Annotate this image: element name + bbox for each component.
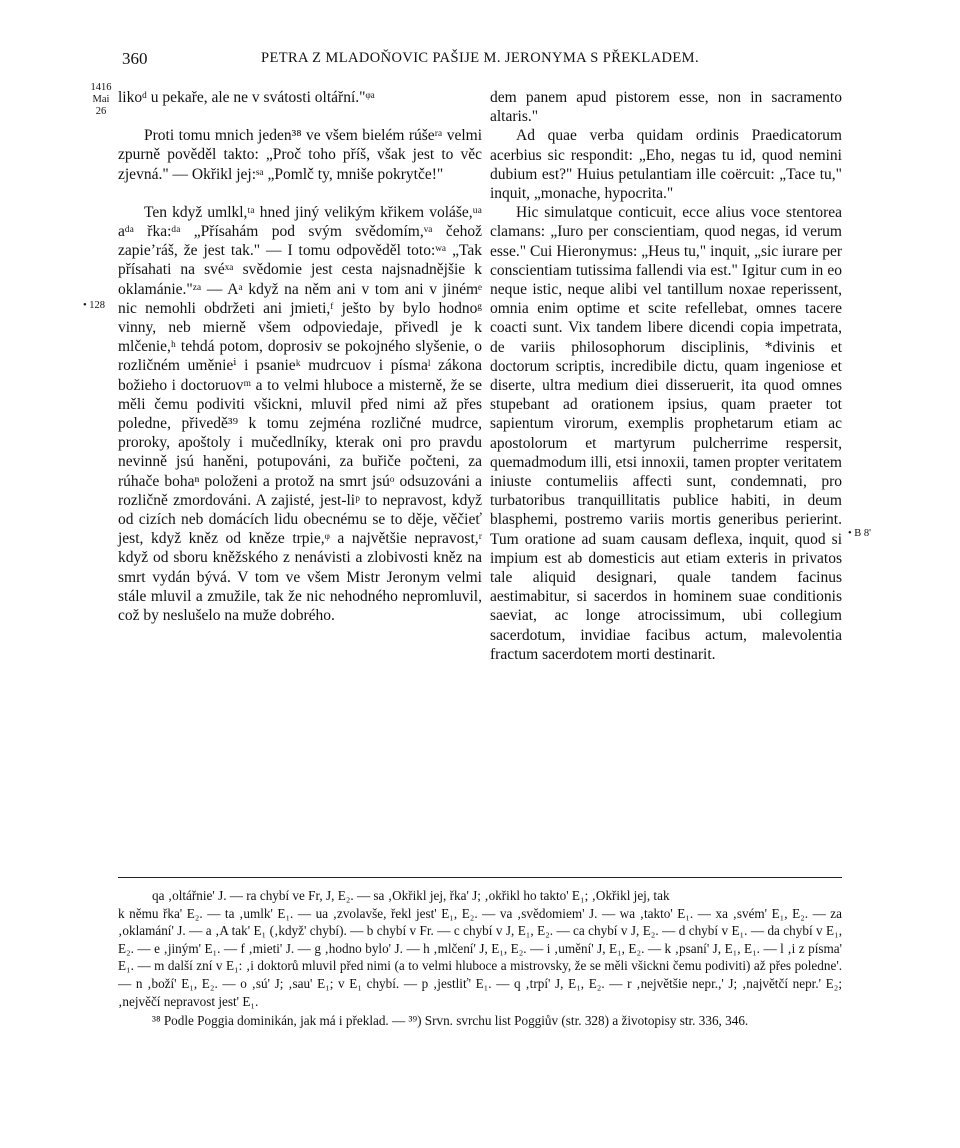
margin-date	[86, 82, 116, 118]
latin-paragraph-0: dem panem apud pistorem esse, non in sacramento altaris."	[490, 89, 842, 126]
margin-left-reference: • 128	[83, 300, 106, 311]
margin-right-reference: • B 8'	[848, 528, 872, 539]
czech-paragraph-0: likoᵈ u pekaře, ale ne v svátosti oltářní."ᵠᵃ	[118, 89, 375, 106]
apparatus-first-line: qa ‚oltářnie' J. — ra chybí ve Fr, J, E₂. — sa ‚Okřikl jej, řka' J; ‚okřikl ho takto' E₁; ‚Okřikl jej, tak	[152, 888, 670, 903]
page-header	[0, 49, 960, 73]
footnotes	[118, 887, 842, 1030]
latin-text-column	[490, 88, 842, 664]
latin-paragraph-1: Ad quae verba quidam ordinis Praedicatorum acerbius sic respondit: „Eho, negas tu id, quod nemini dubium est?" Huius petulantiam ille coërcuit: „Tace tu," inquit, „monache, hypocrita."	[490, 127, 842, 203]
source-notes: ³⁸ Podle Poggia dominikán, jak má i překlad. — ³⁹) Srvn. svrchu list Poggiův (str. 328) a životopisy str. 336, 346.	[152, 1013, 749, 1029]
czech-paragraph-2: Ten když umlkl,ᵗᵃ hned jiný velikým křikem voláše,ᵘᵃ aᵈᵃ řka:ᵈᵃ „Přísahám pod svým svědomím,ᵛᵃ čehož zapieʼráš, že jest tak." — I tomu odpověděl toto:ʷᵃ „Tak přísahati na svéˣᵃ svědomie jest cesta najsnadnějšie k oklamánie."ᶻᵃ — Aᵃ když na něm ani v tom ani v jinémᵉ nic nemohli obdržeti ani jmieti,ᶠ ješto by bylo hodnoᵍ vinny, neb mierně všem odpoviedaje, přivedl je k mlčenie,ʰ tehdá potom, doprosiv se pokojného slyšenie, o rozličném uměnieⁱ i psanieᵏ mudrcuov i písmaˡ zákona božieho i doctoruovᵐ a to velmi hluboce a misterně, že se měli čemu podiviti všickni, mluvil před nimi až přes poledne, přivedě³⁹ k tomu zejména rozličné mudrce, proroky, apoštoly i mučedlníky, kterak oni pro pravdu nevinně jsú haněni, potupováni, za buřiče počteni, za rúhače bohaⁿ položeni a protož na smrt jsúᵒ odsuzováni a rozličně zmordováni. A zajisté, jest-liᵖ to nepravost, když od cizích neb domácích lidu obecnému se to děje, věčieť jest, když kněz od kněze trpie,ᵠ a najvětšie nepravost,ʳ když od sboru kněžského z nenávisti a zlobivosti kněz na smrt vydán bývá. V tom ve všem Mistr Jeronym velmi stále mluvil a zmužile, tak že nic nehodného nepromluvil, což by neslušelo na muže dobrého.	[118, 203, 482, 625]
czech-paragraph-1: Proti tomu mnich jeden³⁸ ve všem bielém rúšeʳᵃ velmi zpurně pověděl takto: „Proč toho příš, však jest to věc zjevná." — Okřikl jej:ˢᵃ „Pomlč ty, mnišе pokrytče!"	[118, 127, 482, 183]
apparatus-continuation: k němu řka' E₂. — ta ‚umlk' E₁. — ua ‚zvolavše, řekl jest' E₁, E₂. — va ‚svědomiem' J. — wa ‚takto' E₁. — xa ‚svém' E₁, E₂. — za ‚oklamání' J. — a ‚A tak' E₁ (‚když' chybí). — b chybí v Fr. — c chybí v J, E₁, E₂. — ca chybí v J, E₂. — d chybí v E₁. — da chybí v E₁, E₂. — e ‚jiným' E₁. — f ‚mieti' J. — g ‚hodno bylo' J. — h ‚mlčení' J, E₁, E₂. — i ‚umění' J, E₁, E₂. — k ‚psaní' J, E₁, E₁. — l ‚i z písma' E₁. — m další zní v E₁: ‚i doktorů mluvil před nimi (a to velmi hluboce a mistrovsky, že se měli všickni čemu podiviti) až přes poledne'. — n ‚boží' E₁, E₂. — o ‚sú' J; ‚sau' E₁; v E₁ chybí. — p ‚jestliť' E₁. — q ‚trpí' J, E₁, E₂. — r ‚největšie nepr.,' J; ‚najvětčí nepr.' E₂; ‚nejvěčí nepravost jest' E₁.	[118, 905, 842, 1009]
czech-text-column	[118, 88, 482, 625]
latin-paragraph-2: Hic simulatque conticuit, ecce alius voce stentorea clamans: „Iuro per conscientiam, quod negas, id verum esse." Cui Hieronymus: „Heus tu," inquit, „sic iurare per conscientiam tutissima fallendi via est." Igitur cum in eo neque istic, neque alibi vel tantillum noxae reperissent, omnia enim optime et scite refellebat, omnes tacere coacti sunt. Vix tandem libere dicendi copia impetrata, de variis philosophorum disciplinis, *divinis et doctorum scriptis, incredibile dictu, quam ingeniose et diserte, ultra medium diei disseruerit, ita quod omnes stupebant ad orationem ipsius, quam praeter tot sapientum virorum, exemplis prophetarum etiam ac apostolorum et martyrum pulcherrime respersit, quemadmodum illi, etsi innoxii, tamen propter veritatem iniuste contumeliis affecti sunt, condemnati, pro turbatoribus tranquillitatis publice habiti, in deum blasphemi, postremo variis mortis generibus perierint. Tum oratione ad suam causam deflexa, inquit, quod si impium est ab domesticis aut etiam exteris in privatos tale aliquid designari, quale tandem facinus aestimabitur, si sacerdos in hominem suae conditionis saeviat, ac longe atrocissimum, ubi collegium sacerdotum, invidiae facibus actum, malevolentia fractum sacerdotem morti destinarit.	[490, 204, 842, 663]
page-number: 360	[122, 49, 148, 68]
footnote-divider	[118, 877, 842, 878]
margin-date-text: 1416 Mai 26	[90, 82, 112, 117]
running-title: PETRA Z MLADOŇOVIC PAŠIJE M. JERONYMA S PŘEKLADEM.	[260, 50, 699, 66]
